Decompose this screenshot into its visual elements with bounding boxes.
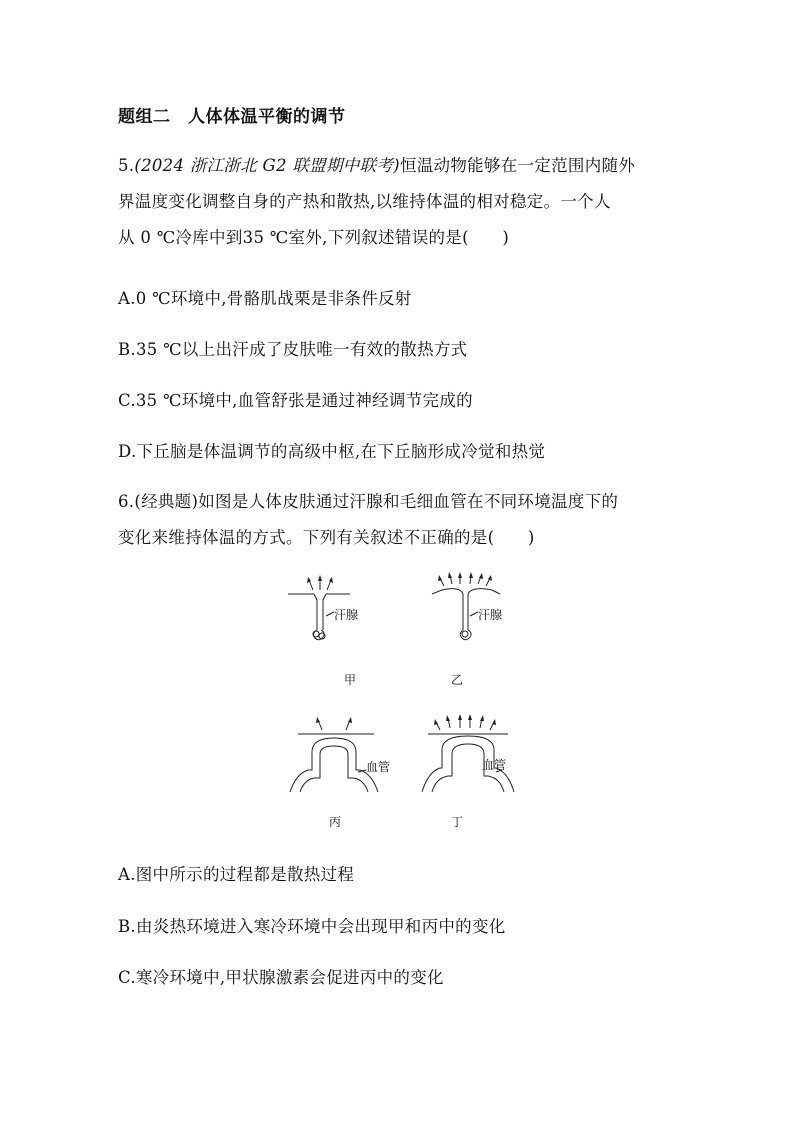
question-5-line-3: 从 0 ℃冷库中到35 ℃室外,下列叙述错误的是( ) <box>118 228 510 247</box>
question-6-option-b: B.由炎热环境进入寒冷环境中会出现甲和丙中的变化 <box>118 917 506 936</box>
question-5-option-c: C.35 ℃环境中,血管舒张是通过神经调节完成的 <box>118 391 473 410</box>
section-heading: 题组二 人体体温平衡的调节 <box>118 107 346 127</box>
caption-jia: 甲 <box>344 673 357 687</box>
figure-yi-sweat-gland <box>430 572 530 647</box>
question-6-option-a: A.图中所示的过程都是散热过程 <box>118 865 355 884</box>
question-5-line-2: 界温度变化调整自身的产热和散热,以维持体温的相对稳定。一个人 <box>118 192 611 211</box>
figure-bing-blood-vessel <box>286 714 396 794</box>
question-5-source: (2024 浙江浙北 G2 联盟期中联考) <box>134 156 400 175</box>
caption-yi: 乙 <box>451 673 464 687</box>
question-6-option-c: C.寒冷环境中,甲状腺激素会促进丙中的变化 <box>118 968 444 987</box>
question-5-line-1 <box>118 148 678 184</box>
question-5-option-d: D.下丘脑是体温调节的高级中枢,在下丘脑形成冷觉和热觉 <box>118 442 546 461</box>
question-6-stem <box>118 484 678 556</box>
sweat-gland-label-jia: 汗腺 <box>334 608 359 622</box>
caption-bing: 丙 <box>329 815 342 829</box>
question-6-line-1: 6.(经典题)如图是人体皮肤通过汗腺和毛细血管在不同环境温度下的 <box>118 492 619 511</box>
question-5-number: 5. <box>118 156 135 175</box>
question-5-option-a: A.0 ℃环境中,骨骼肌战栗是非条件反射 <box>118 289 412 308</box>
sweat-gland-label-yi: 汗腺 <box>478 608 503 622</box>
question-6-line-2: 变化来维持体温的方式。下列有关叙述不正确的是( ) <box>118 528 535 547</box>
vessel-label-ding: 血管 <box>482 758 507 772</box>
question-5-option-b: B.35 ℃以上出汗成了皮肤唯一有效的散热方式 <box>118 340 468 359</box>
question-5-line-1-text: 恒温动物能够在一定范围内随外 <box>399 156 636 175</box>
figure-ding-blood-vessel <box>420 714 530 794</box>
caption-ding: 丁 <box>451 815 464 829</box>
question-5-stem <box>118 148 678 256</box>
vessel-label-bing: 血管 <box>366 760 391 774</box>
figure-jia-sweat-gland <box>286 572 386 647</box>
